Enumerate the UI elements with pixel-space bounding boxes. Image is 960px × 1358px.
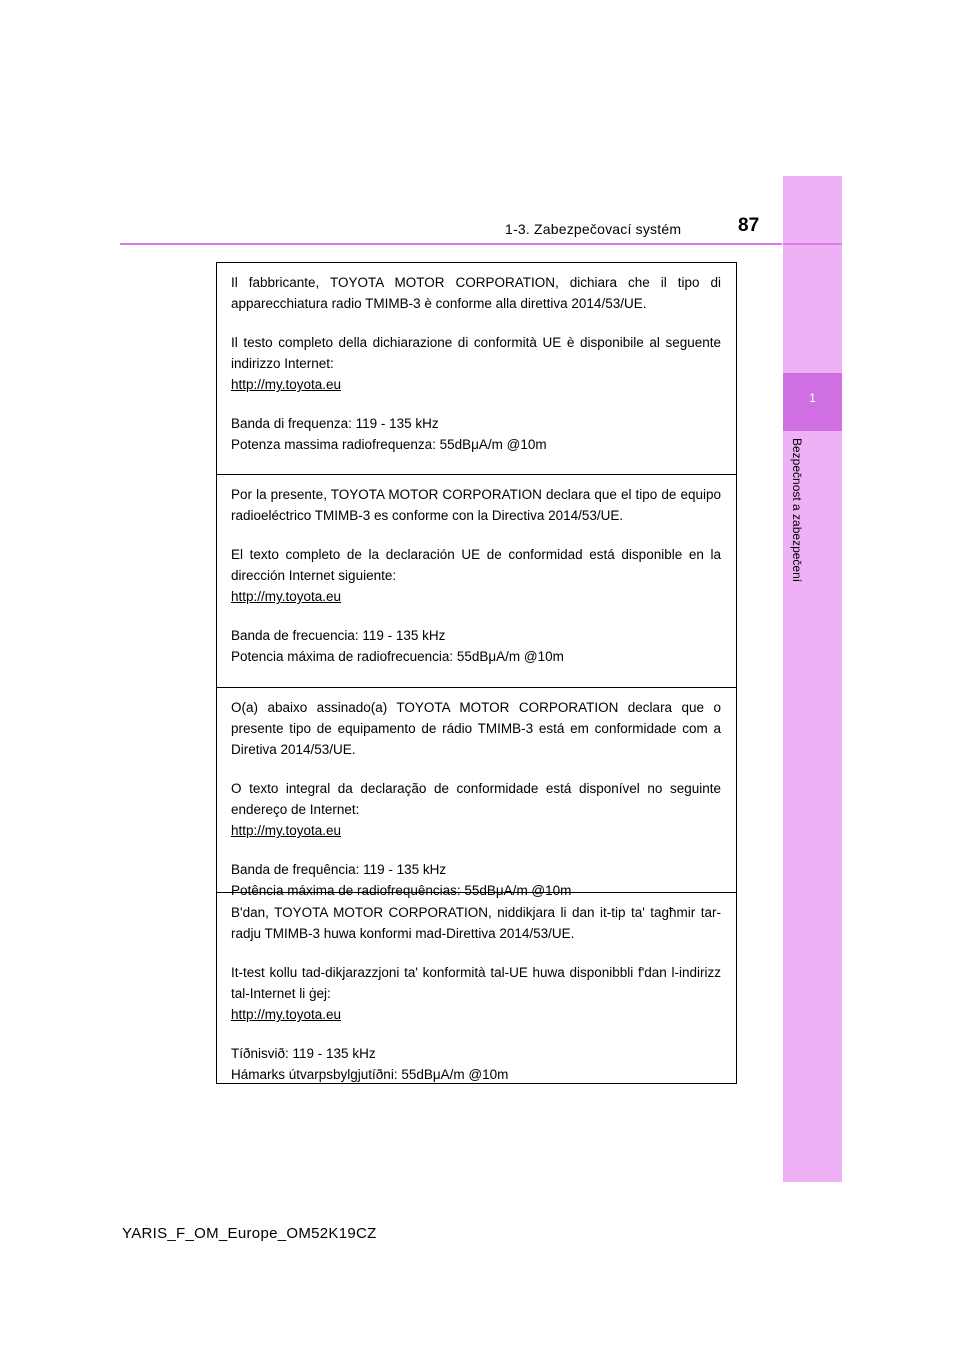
frequency-band: Banda de frecuencia: 119 - 135 kHz bbox=[231, 628, 446, 643]
chapter-title: Bezpečnost a zabezpečení bbox=[790, 438, 804, 583]
max-power: Potencia máxima de radiofrecuencia: 55dBμA/m @10m bbox=[231, 649, 564, 664]
availability-text: El texto completo de la declaración UE de conformidad está disponible en la dirección Internet siguiente: bbox=[231, 547, 721, 583]
frequency-band: Banda de frequência: 119 - 135 kHz bbox=[231, 862, 447, 877]
chapter-number: 1 bbox=[809, 391, 816, 405]
frequency-band: Banda di frequenza: 119 - 135 kHz bbox=[231, 416, 439, 431]
declaration-spanish bbox=[217, 475, 736, 688]
availability-text: O texto integral da declaração de conformidade está disponível no seguinte endereço de Internet: bbox=[231, 781, 721, 817]
declaration-link[interactable]: http://my.toyota.eu bbox=[231, 823, 342, 838]
max-power: Potenza massima radiofrequenza: 55dBμA/m @10m bbox=[231, 437, 547, 452]
declaration-link[interactable]: http://my.toyota.eu bbox=[231, 589, 342, 604]
declaration-text: Por la presente, TOYOTA MOTOR CORPORATION declara que el tipo de equipo radioeléctrico TMIMB-3 es conforme con la Directiva 2014/53/UE. bbox=[231, 487, 721, 523]
declaration-text: Il fabbricante, TOYOTA MOTOR CORPORATION, dichiara che il tipo di apparecchiatura radio TMIMB-3 è conforme alla direttiva 2014/53/UE. bbox=[231, 275, 721, 311]
chapter-marker bbox=[783, 373, 842, 431]
declaration-text: B'dan, TOYOTA MOTOR CORPORATION, niddikjara li dan it-tip ta' tagħmir tar-radju TMIMB-3 huwa konformi mad-Direttiva 2014/53/UE. bbox=[231, 905, 721, 941]
declaration-link[interactable]: http://my.toyota.eu bbox=[231, 377, 342, 392]
side-tab bbox=[783, 176, 842, 1182]
declaration-box bbox=[216, 262, 737, 1084]
side-rule bbox=[783, 243, 842, 245]
max-power: Potência máxima de radiofrequências: 55dBμA/m @10m bbox=[231, 883, 572, 898]
frequency-band: Tíðnisvið: 119 - 135 kHz bbox=[231, 1046, 376, 1061]
declaration-link[interactable]: http://my.toyota.eu bbox=[231, 1007, 342, 1022]
availability-text: It-test kollu tad-dikjarazzjoni ta' konformità tal-UE huwa disponibbli f'dan l-indirizz tal-Internet li ġej: bbox=[231, 965, 721, 1001]
document-code: YARIS_F_OM_Europe_OM52K19CZ bbox=[122, 1225, 377, 1242]
declaration-maltese bbox=[217, 893, 736, 1083]
declaration-text: O(a) abaixo assinado(a) TOYOTA MOTOR CORPORATION declara que o presente tipo de equipamento de rádio TMIMB-3 está em conformidade com a Diretiva 2014/53/UE. bbox=[231, 700, 721, 757]
header-rule bbox=[120, 243, 782, 245]
declaration-italian bbox=[217, 263, 736, 475]
page-number: 87 bbox=[738, 215, 760, 236]
declaration-portuguese bbox=[217, 688, 736, 898]
availability-text: Il testo completo della dichiarazione di conformità UE è disponibile al seguente indirizzo Internet: bbox=[231, 335, 721, 371]
section-title: 1-3. Zabezpečovací systém bbox=[505, 221, 682, 237]
max-power: Hámarks útvarpsbylgjutíðni: 55dBμA/m @10m bbox=[231, 1067, 509, 1082]
